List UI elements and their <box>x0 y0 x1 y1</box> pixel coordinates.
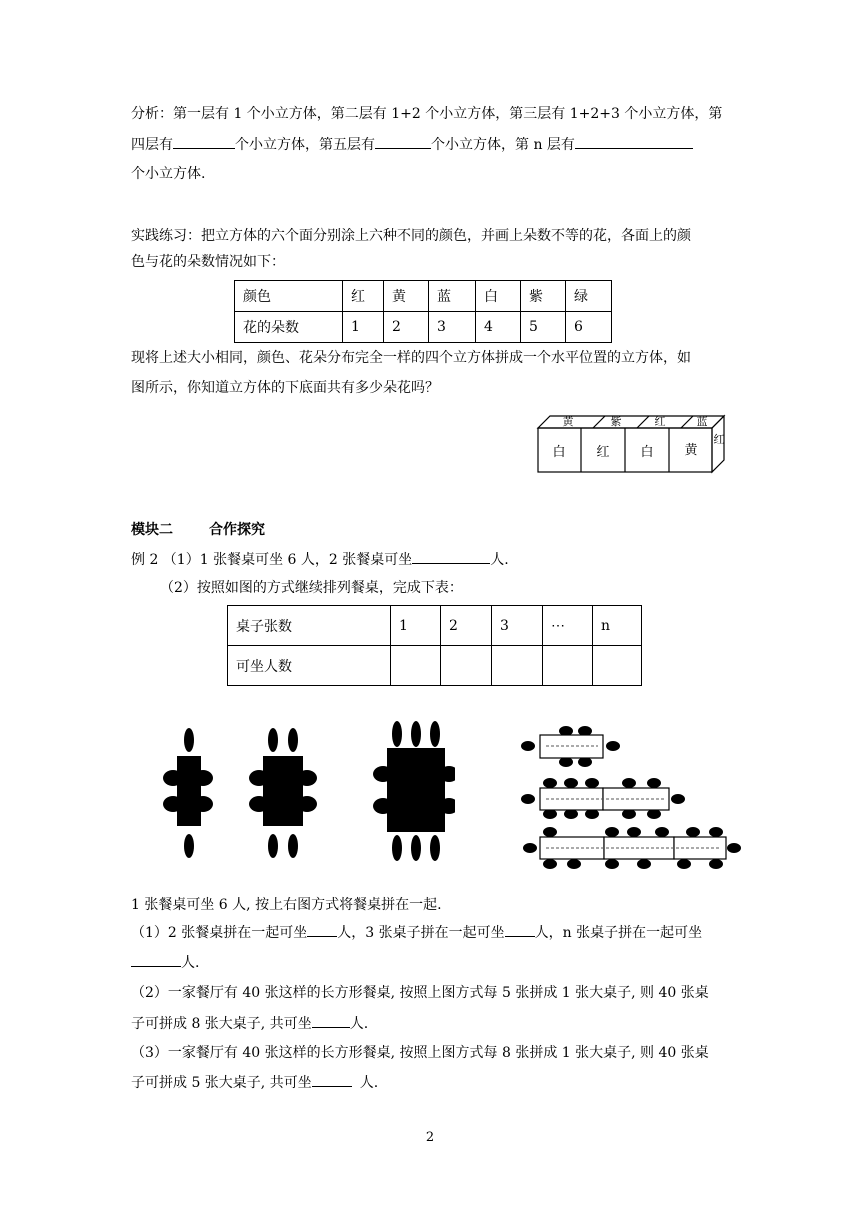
table-cell: ⋯ <box>543 606 593 646</box>
table-cell: 绿 <box>566 281 612 312</box>
table-cell[interactable] <box>391 646 441 686</box>
table-shape <box>387 748 445 832</box>
table-cell[interactable] <box>593 646 642 686</box>
table-cell: 3 <box>429 312 476 343</box>
q1-line-1 <box>131 922 702 943</box>
cube-top-label: 红 <box>654 415 666 428</box>
answer-blank[interactable] <box>131 952 181 967</box>
after-line-1: 1 张餐桌可坐 6 人, 按上右图方式将餐桌拼在一起. <box>131 897 442 913</box>
question-text: 人. <box>349 1016 369 1032</box>
example-text: 例 2 （1）1 张餐桌可坐 6 人，2 张餐桌可坐 <box>131 552 413 568</box>
cube-figure <box>534 410 730 476</box>
answer-blank[interactable] <box>173 134 235 149</box>
answer-blank[interactable] <box>575 134 693 149</box>
table-cell: 紫 <box>521 281 566 312</box>
cube-top-label: 蓝 <box>696 415 708 428</box>
module-title: 模块二 <box>131 522 173 538</box>
answer-blank[interactable] <box>375 134 431 149</box>
cube-front-label: 白 <box>640 445 654 460</box>
question-line-2: 图所示，你知道立方体的下底面共有多少朵花吗？ <box>131 380 439 396</box>
table-cell: 3 <box>492 606 543 646</box>
table-cell[interactable] <box>543 646 593 686</box>
q2-line-2 <box>131 1013 368 1034</box>
table-cell: 1 <box>343 312 384 343</box>
table-shape <box>177 756 201 826</box>
analysis-text: 四层有 <box>131 137 173 153</box>
analysis-text: 个小立方体，第 n 层有 <box>431 137 575 153</box>
analysis-line-3: 个小立方体. <box>131 166 206 182</box>
table-row-figure <box>516 722 742 872</box>
table-cell: 花的朵数 <box>235 312 343 343</box>
q1-line-2 <box>131 952 199 973</box>
question-text: （1）2 张餐桌拼在一起可坐 <box>131 925 308 941</box>
question-text: 人. <box>359 1075 379 1091</box>
question-text: 人，n 张桌子拼在一起可坐 <box>534 925 703 941</box>
answer-blank[interactable] <box>307 922 337 937</box>
table-cell: 蓝 <box>429 281 476 312</box>
module-heading <box>131 520 265 540</box>
practice-line-1: 实践练习：把立方体的六个面分别涂上六种不同的颜色，并画上朵数不等的花，各面上的颜 <box>131 228 691 244</box>
question-text: 人. <box>181 955 200 971</box>
example-line-2: （2）按照如图的方式继续排列餐桌，完成下表： <box>160 580 463 596</box>
table-cell[interactable] <box>492 646 543 686</box>
table-cell: 5 <box>521 312 566 343</box>
question-text: 子可拼成 5 张大桌子, 共可坐 <box>131 1075 312 1091</box>
example-text: 人. <box>490 552 509 568</box>
table-cell: 红 <box>343 281 384 312</box>
answer-blank[interactable] <box>312 1072 352 1087</box>
question-text: 子可拼成 8 张大桌子, 共可坐 <box>131 1016 312 1032</box>
answer-blank[interactable] <box>505 922 535 937</box>
cube-front-label: 红 <box>596 445 610 460</box>
table-cell: 2 <box>384 312 429 343</box>
table-cell: 黄 <box>384 281 429 312</box>
color-flower-table <box>234 280 612 343</box>
module-subtitle: 合作探究 <box>209 522 265 538</box>
analysis-line-1: 分析：第一层有 1 个小立方体，第二层有 1+2 个小立方体，第三层有 1+2+3 个小立方体，第 <box>131 106 723 122</box>
cube-top-label: 紫 <box>610 415 622 428</box>
table-cell: 可坐人数 <box>228 646 391 686</box>
table-cell: 颜色 <box>235 281 343 312</box>
page-number: 2 <box>425 1130 435 1145</box>
answer-blank[interactable] <box>312 1013 350 1028</box>
question-text: 人，3 张桌子拼在一起可坐 <box>337 925 505 941</box>
table-cell: 白 <box>476 281 521 312</box>
cube-top-label: 黄 <box>562 415 574 428</box>
table-arrangement-figure <box>155 718 455 866</box>
table-cell: 6 <box>566 312 612 343</box>
table-shape <box>263 756 303 826</box>
q3-line-1: （3）一家餐厅有 40 张这样的长方形餐桌, 按照上图方式每 8 张拼成 1 张大桌子, 则 40 张桌 <box>131 1045 709 1061</box>
table-cell[interactable] <box>441 646 492 686</box>
table-cell: 4 <box>476 312 521 343</box>
question-line-1: 现将上述大小相同，颜色、花朵分布完全一样的四个立方体拼成一个水平位置的立方体，如 <box>131 350 691 366</box>
cube-side-label: 红 <box>713 433 725 446</box>
cube-front-label: 黄 <box>684 443 698 458</box>
q3-line-2 <box>131 1072 378 1093</box>
table-cell: n <box>593 606 642 646</box>
table-cell: 桌子张数 <box>228 606 391 646</box>
q2-line-1: （2）一家餐厅有 40 张这样的长方形餐桌, 按照上图方式每 5 张拼成 1 张大桌子, 则 40 张桌 <box>131 985 709 1001</box>
analysis-text: 个小立方体，第五层有 <box>235 137 375 153</box>
example-line-1 <box>131 549 509 570</box>
practice-line-2: 色与花的朵数情况如下： <box>131 254 285 270</box>
table-cell: 1 <box>391 606 441 646</box>
analysis-line-2 <box>131 134 693 155</box>
cube-front-label: 白 <box>552 445 566 460</box>
answer-blank[interactable] <box>412 549 490 564</box>
seating-table <box>227 605 642 686</box>
table-cell: 2 <box>441 606 492 646</box>
